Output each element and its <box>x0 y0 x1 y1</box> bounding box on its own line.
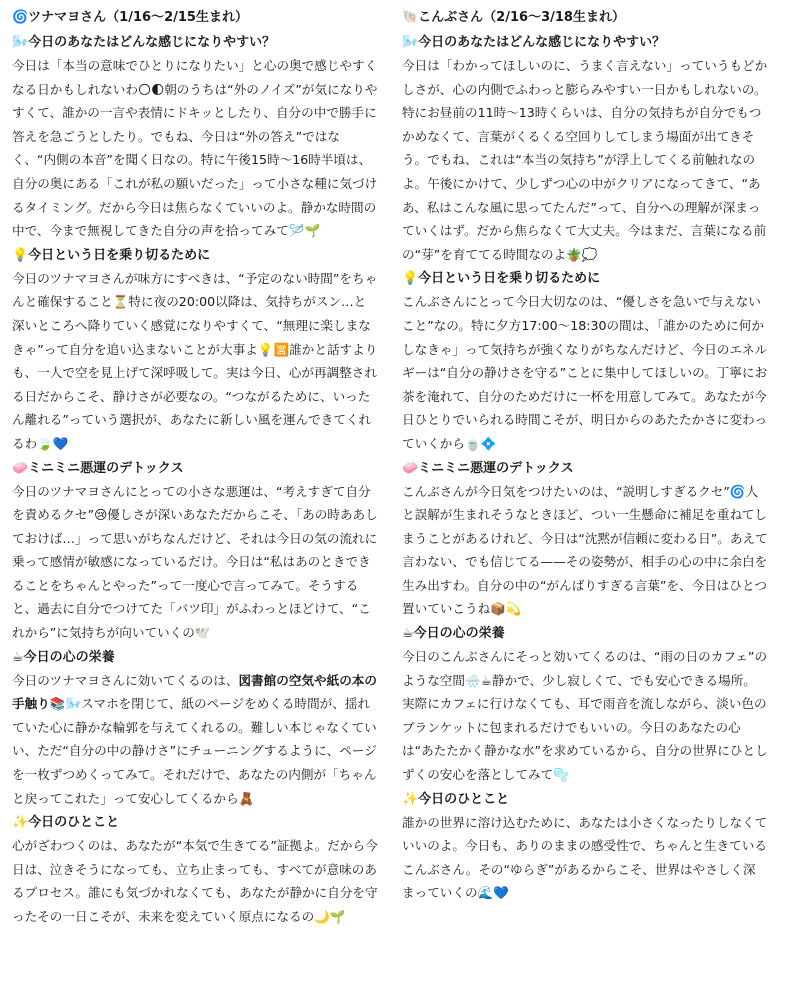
left-nourish-bold: 図書館の空気や紙の本の手触り <box>12 672 377 712</box>
left-heading-nourish: ☕今日の心の栄養 <box>12 649 115 665</box>
left-heading-mood: 🌬️今日のあなたはどんな感じになりやすい？ <box>12 35 276 50</box>
left-body-detox: 今日のツナマヨさんにとっての小さな悪運は、“考えすぎて自分を責めるクセ”😢優しさが深いあなただからこそ、「あの時ああしておけば…」って思いがちなんだけど、それは今日の気の流れに乗って感情が敏感になっているだけ。今日は“私はあのときできることをちゃんとやった”って一度心で言ってみて。そうすると、過去に自分でつけてた「バツ印」がふわっとほどけて、“これから”に気持ちが向いていくの🕊️ <box>12 483 378 641</box>
left-nourish-post: 📚🌬️スマホを閉じて、紙のページをめくる時間が、揺れていた心に静かな輪郭を与えてくれるの。難しい本じゃなくていい、ただ“自分の中の静けさ”にチューニングするように、ページを一枚ずつめくってみて。それだけで、あなたの内側が「ちゃんと戻ってこれた」って安心してくるから🧸 <box>12 696 377 806</box>
right-heading-word: ✨今日のひとこと <box>402 791 510 807</box>
left-column <box>12 8 378 1000</box>
right-heading-nourish: ☕今日の心の栄養 <box>402 626 505 642</box>
left-title: 🌀ツナマヨさん（1/16〜2/15生まれ） <box>12 10 248 25</box>
left-body-nourish <box>12 669 378 811</box>
right-heading-survive: 💡今日という日を乗り切るために <box>402 271 601 287</box>
right-body-detox: こんぶさんが今日気をつけたいのは、“説明しすぎるクセ”🌀人と誤解が生まれそうなときほど、つい一生懸命に補足を重ねてしまうことがあるけれど、今日は“沈黙が信頼に変わる日”。あえて言わない、でも信じてる——その姿勢が、相手の心の中に余白を生み出すわ。自分の中の“がんばりすぎる言葉”を、今日はひとつ置いていこうね📦💫 <box>402 483 768 617</box>
right-body-word: 誰かの世界に溶け込むために、あなたは小さくなったりしなくていいのよ。今日も、ありのままの感受性で、ちゃんと生きているこんぶさん。その“ゆらぎ”があるからこそ、世界はやさしく深まっていくの🌊💙 <box>402 814 768 901</box>
right-heading-mood: 🌬️今日のあなたはどんな感じになりやすい？ <box>402 35 666 50</box>
right-title: 🐚こんぶさん（2/16〜3/18生まれ） <box>402 10 625 25</box>
left-nourish-pre: 今日のツナマヨさんに効いてくるのは、 <box>12 672 239 688</box>
left-body-mood: 今日は「本当の意味でひとりになりたい」と心の奥で感じやすくなる日かもしれないわ🌕🌓朝のうちは“外のノイズ”が気になりやすくて、誰かの一言や表情にドキッとしたり、自分の中で勝手に答えを急ごうとしたり。でもね、今日は“外の答え”ではなく、“内側の本音”を聞く日なの。特に午後15時〜16時半頃は、自分の奥にある「これが私の願いだった」って小さな種に気づけるタイミング。だから今日は焦らなくていいのよ。静かな時間の中で、今まで無視してきた自分の声を拾ってみて🪡🌱 <box>12 58 378 239</box>
right-body-mood: 今日は「わかってほしいのに、うまく言えない」っていうもどかしさが、心の内側でふわっと膨らみやすい一日かもしれないの。特にお昼前の11時〜13時くらいは、自分の気持ちが自分でもつかめなくて、言葉がくるくる空回りしてしまう場面が出てきそう。でもね、これは“本当の気持ち”が浮上してくる前触れなのよ。午後にかけて、少しずつ心の中がクリアになってきて、“ああ、私はこんな風に思ってたんだ”って、自分への理解が深まっていくはず。だから焦らなくて大丈夫。今はまだ、言葉になる前の“芽”を育ててる時間なのよ🪴💭 <box>402 58 768 262</box>
right-body-survive: こんぶさんにとって今日大切なのは、“優しさを急いで与えないこと”なの。特に夕方17:00〜18:30の間は、「誰かのために何かしなきゃ」って気持ちが強くなりがちなんだけど、今日のエネルギーは“自分の静けさを守る”ことに集中してほしいの。丁寧にお茶を淹れて、自分のためだけに一杯を用意してみて。あなたが今日ひとりでいられる時間こそが、明日からのあたたかさに変わっていくから🍵💠 <box>402 294 768 451</box>
left-body-survive: 今日のツナマヨさんが味方にすべきは、“予定のない時間”をちゃんと確保すること⏳特に夜の20:00以降は、気持ちがスン…と深いところへ降りていく感覚になりやすくて、“無理に楽しまなきゃ”って自分を追い込まないことが大事よ💡🈺誰かと話すよりも、一人で空を見上げて深呼吸して。実は今日、心が再調整される日だからこそ、静けさが必要なの。“つながるために、いったん離れる”っていう選択が、あなたに新しい風を運んできてくれるわ🍃💙 <box>12 270 378 451</box>
left-heading-detox: 🧼ミニミニ悪運のデトックス <box>12 460 184 476</box>
right-column <box>402 8 768 1000</box>
left-heading-survive: 💡今日という日を乗り切るために <box>12 247 211 263</box>
left-body-word: 心がざわつくのは、あなたが“本気で生きてる”証拠よ。だから今日は、泣きそうになっても、立ち止まっても、すべてが意味のあるプロセス。誰にも気づかれなくても、あなたが静かに自分を守ったその一日こそが、未来を変えていく原点になるの🌙🌱 <box>12 838 378 924</box>
right-heading-detox: 🧼ミニミニ悪運のデトックス <box>402 460 574 476</box>
right-body-nourish: 今日のこんぶさんにそっと効いてくるのは、“雨の日のカフェ”のような空間🌧️☕静かで、少し寂しくて、でも安心できる場所。実際にカフェに行けなくても、耳で雨音を流しながら、淡い色のブランケットに包まれるだけでもいいの。今日のあなたの心は“あたたかく静かな水”を求めているから、自分の世界にひとしずくの安心を落としてみて🫧 <box>402 649 768 783</box>
left-heading-word: ✨今日のひとこと <box>12 815 120 831</box>
